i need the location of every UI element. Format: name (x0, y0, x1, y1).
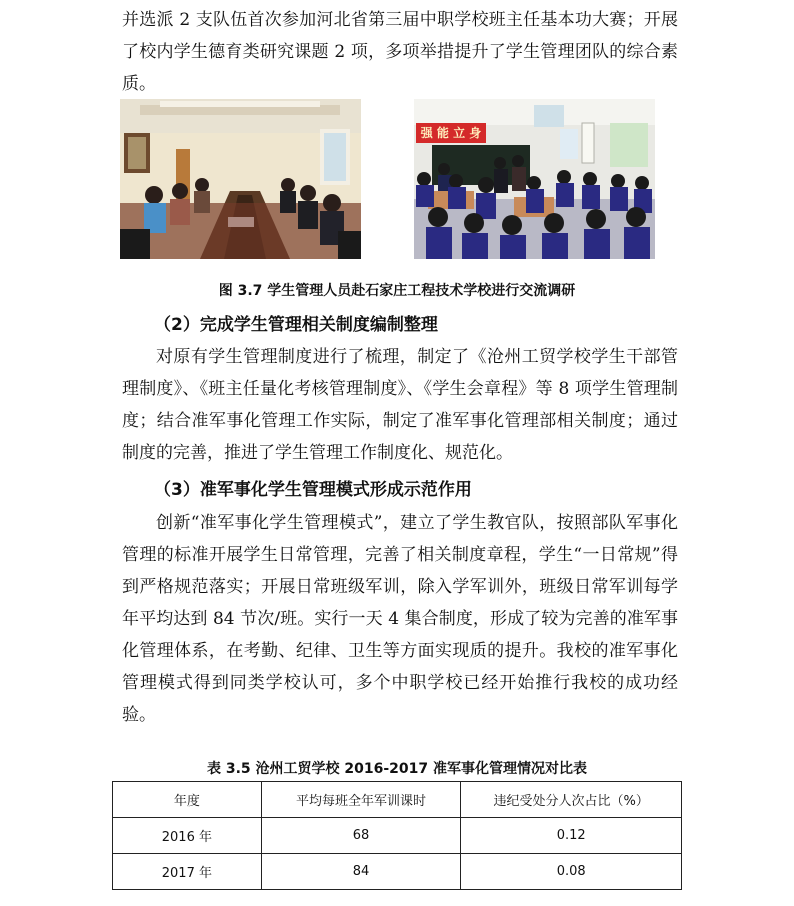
cell-discipline-rate: 0.12 (461, 818, 682, 854)
table-row (113, 854, 682, 890)
cell-training-hours: 68 (261, 818, 461, 854)
header-discipline-rate: 违纪受处分人次占比（%） (461, 782, 682, 818)
cell-year: 2016 年 (113, 818, 262, 854)
section-heading-2: （2）完成学生管理相关制度编制整理 (154, 315, 438, 335)
paragraph-management-system: 对原有学生管理制度进行了梳理，制定了《沧州工贸学校学生干部管理制度》、《班主任量化考核管理制度》、《学生会章程》等 8 项学生管理制度；结合准军事化管理工作实际，制定了准军事化管理部相关制度；通过制度的完善，推进了学生管理工作制度化、规范化。 (122, 347, 678, 463)
photo-classroom (414, 99, 655, 259)
paragraph-military-management: 创新“准军事化学生管理模式”，建立了学生教官队，按照部队军事化管理的标准开展学生日常管理，完善了相关制度章程，学生“一日常规”得到严格规范落实；开展日常班级军训，除入学军训外，班级日常军训每学年平均达到 84 节次/班。实行一天 4 集合制度，形成了较为完善的准军事化管理体系，在考勤、纪律、卫生等方面实现质的提升。我校的准军事化管理模式得到同类学校认可，多个中职学校已经开始推行我校的成功经验。 (122, 513, 678, 725)
section-heading-3: （3）准军事化学生管理模式形成示范作用 (154, 480, 472, 500)
table-row (113, 818, 682, 854)
header-year: 年度 (113, 782, 262, 818)
header-training-hours: 平均每班全年军训课时 (261, 782, 461, 818)
table-header-row (113, 782, 682, 818)
photo-meeting-room (120, 99, 361, 259)
paragraph-team-quality: 并选派 2 支队伍首次参加河北省第三届中职学校班主任基本功大赛；开展了校内学生德育类研究课题 2 项，多项举措提升了学生管理团队的综合素质。 (122, 10, 678, 94)
cell-year: 2017 年 (113, 854, 262, 890)
comparison-table (112, 781, 682, 890)
cell-training-hours: 84 (261, 854, 461, 890)
table-caption: 表 3.5 沧州工贸学校 2016-2017 准军事化管理情况对比表 (206, 761, 588, 777)
cell-discipline-rate: 0.08 (461, 854, 682, 890)
figure-caption: 图 3.7 学生管理人员赴石家庄工程技术学校进行交流调研 (218, 283, 576, 299)
classroom-banner: 强 能 立 身 (420, 126, 482, 140)
